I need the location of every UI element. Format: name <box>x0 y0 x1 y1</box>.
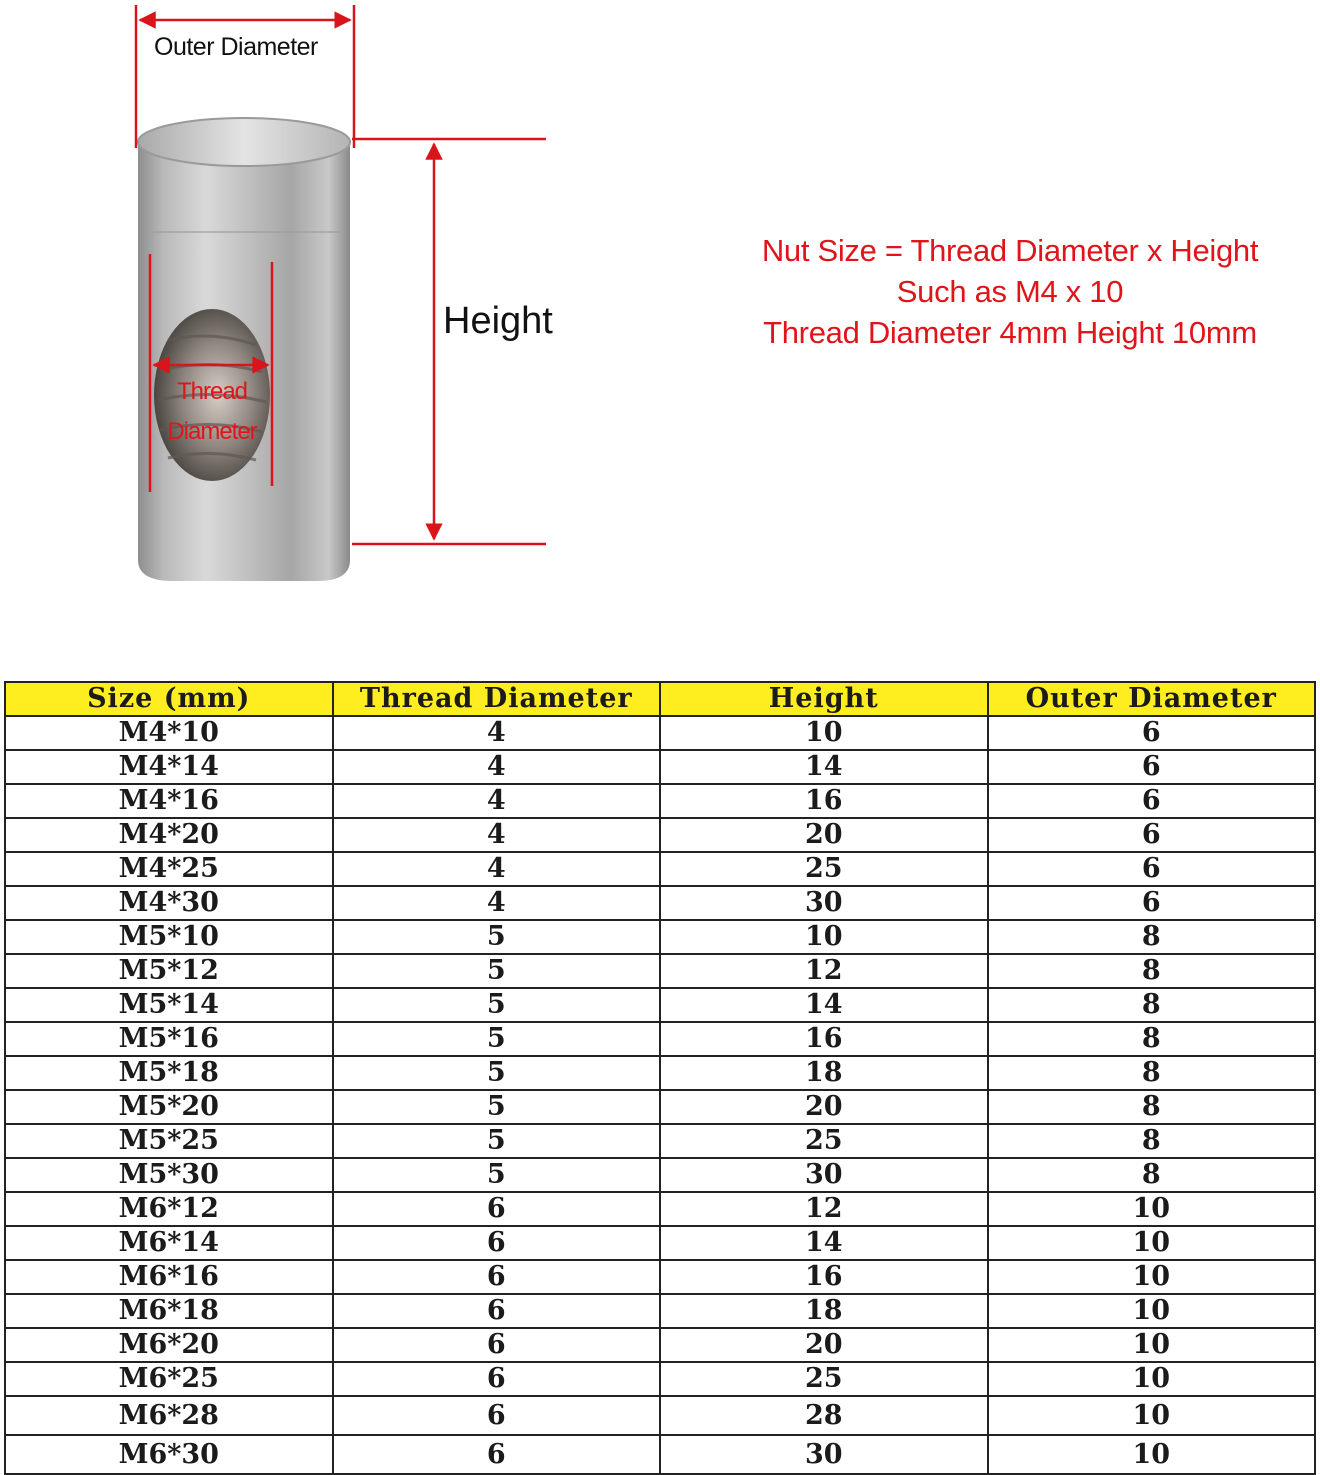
size-cell: M4*30 <box>5 886 333 920</box>
table-row <box>5 1294 1315 1328</box>
size-cell: M5*30 <box>5 1158 333 1192</box>
thread-diameter-cell: 5 <box>333 1090 661 1124</box>
column-header: Thread Diameter <box>333 682 661 716</box>
outer-diameter-cell: 10 <box>988 1328 1316 1362</box>
table-header-row <box>5 682 1315 716</box>
table-row <box>5 818 1315 852</box>
table-row <box>5 886 1315 920</box>
size-cell: M4*16 <box>5 784 333 818</box>
thread-diameter-cell: 5 <box>333 1124 661 1158</box>
outer-diameter-cell: 10 <box>988 1435 1316 1474</box>
height-cell: 14 <box>660 1226 988 1260</box>
outer-diameter-cell: 10 <box>988 1226 1316 1260</box>
height-cell: 30 <box>660 886 988 920</box>
outer-diameter-cell: 6 <box>988 852 1316 886</box>
table-row <box>5 1260 1315 1294</box>
thread-diameter-cell: 6 <box>333 1396 661 1435</box>
height-cell: 25 <box>660 1362 988 1396</box>
thread-diameter-cell: 5 <box>333 1056 661 1090</box>
formula-line-1: Nut Size = Thread Diameter x Height <box>761 233 1259 268</box>
size-cell: M5*25 <box>5 1124 333 1158</box>
table-header <box>5 682 1315 716</box>
table-row <box>5 954 1315 988</box>
thread-diameter-cell: 4 <box>333 852 661 886</box>
size-cell: M6*14 <box>5 1226 333 1260</box>
thread-diameter-cell: 4 <box>333 886 661 920</box>
outer-diameter-cell: 8 <box>988 1022 1316 1056</box>
height-cell: 25 <box>660 1124 988 1158</box>
thread-diameter-cell: 5 <box>333 1022 661 1056</box>
column-header: Outer Diameter <box>988 682 1316 716</box>
size-cell: M5*20 <box>5 1090 333 1124</box>
outer-diameter-cell: 8 <box>988 954 1316 988</box>
table-row <box>5 1396 1315 1435</box>
table-row <box>5 1328 1315 1362</box>
size-spec-table <box>4 681 1316 1475</box>
column-header: Height <box>660 682 988 716</box>
thread-diameter-cell: 4 <box>333 818 661 852</box>
height-cell: 16 <box>660 1022 988 1056</box>
formula-line-2: Such as M4 x 10 <box>896 274 1124 309</box>
outer-diameter-cell: 6 <box>988 716 1316 750</box>
table-body <box>5 716 1315 1474</box>
size-cell: M5*16 <box>5 1022 333 1056</box>
thread-diameter-cell: 6 <box>333 1328 661 1362</box>
size-cell: M4*14 <box>5 750 333 784</box>
table-row <box>5 1226 1315 1260</box>
thread-diameter-label <box>150 372 274 452</box>
thread-diameter-cell: 5 <box>333 988 661 1022</box>
height-cell: 16 <box>660 784 988 818</box>
thread-diameter-cell: 6 <box>333 1226 661 1260</box>
table-row <box>5 1056 1315 1090</box>
height-cell: 14 <box>660 750 988 784</box>
height-cell: 16 <box>660 1260 988 1294</box>
outer-diameter-cell: 6 <box>988 750 1316 784</box>
size-cell: M6*25 <box>5 1362 333 1396</box>
size-cell: M5*10 <box>5 920 333 954</box>
table-row <box>5 988 1315 1022</box>
thread-diameter-cell: 6 <box>333 1294 661 1328</box>
table-row <box>5 1022 1315 1056</box>
outer-diameter-cell: 10 <box>988 1192 1316 1226</box>
outer-diameter-cell: 8 <box>988 1056 1316 1090</box>
outer-diameter-cell: 8 <box>988 1124 1316 1158</box>
size-cell: M5*12 <box>5 954 333 988</box>
height-cell: 20 <box>660 1328 988 1362</box>
thread-diameter-cell: 4 <box>333 716 661 750</box>
table-row <box>5 716 1315 750</box>
nut-size-formula <box>700 230 1320 353</box>
height-cell: 10 <box>660 716 988 750</box>
table-row <box>5 1192 1315 1226</box>
height-cell: 12 <box>660 1192 988 1226</box>
height-cell: 18 <box>660 1294 988 1328</box>
size-cell: M4*20 <box>5 818 333 852</box>
thread-diameter-cell: 4 <box>333 750 661 784</box>
outer-diameter-cell: 6 <box>988 886 1316 920</box>
height-cell: 14 <box>660 988 988 1022</box>
formula-line-3: Thread Diameter 4mm Height 10mm <box>763 315 1257 350</box>
outer-diameter-cell: 8 <box>988 1158 1316 1192</box>
outer-diameter-cell: 10 <box>988 1260 1316 1294</box>
table-row <box>5 1435 1315 1474</box>
table-row <box>5 784 1315 818</box>
outer-diameter-cell: 10 <box>988 1294 1316 1328</box>
size-cell: M6*20 <box>5 1328 333 1362</box>
height-cell: 20 <box>660 1090 988 1124</box>
size-cell: M6*12 <box>5 1192 333 1226</box>
height-cell: 28 <box>660 1396 988 1435</box>
size-cell: M4*10 <box>5 716 333 750</box>
thread-diameter-cell: 6 <box>333 1435 661 1474</box>
column-header: Size (mm) <box>5 682 333 716</box>
table-row <box>5 920 1315 954</box>
thread-diameter-cell: 6 <box>333 1260 661 1294</box>
table-row <box>5 1158 1315 1192</box>
height-cell: 10 <box>660 920 988 954</box>
table-row <box>5 1124 1315 1158</box>
height-cell: 18 <box>660 1056 988 1090</box>
height-cell: 20 <box>660 818 988 852</box>
size-cell: M6*28 <box>5 1396 333 1435</box>
thread-diameter-cell: 5 <box>333 954 661 988</box>
height-cell: 30 <box>660 1435 988 1474</box>
outer-diameter-label: Outer Diameter <box>154 33 318 61</box>
height-cell: 30 <box>660 1158 988 1192</box>
thread-diameter-cell: 5 <box>333 920 661 954</box>
thread-diameter-cell: 4 <box>333 784 661 818</box>
size-cell: M5*14 <box>5 988 333 1022</box>
nut-diagram <box>0 0 1320 640</box>
height-label: Height <box>443 300 553 342</box>
table-row <box>5 750 1315 784</box>
table-row <box>5 1362 1315 1396</box>
outer-diameter-cell: 8 <box>988 920 1316 954</box>
size-cell: M6*18 <box>5 1294 333 1328</box>
outer-diameter-cell: 10 <box>988 1362 1316 1396</box>
outer-diameter-cell: 8 <box>988 988 1316 1022</box>
height-cell: 25 <box>660 852 988 886</box>
outer-diameter-cell: 6 <box>988 818 1316 852</box>
thread-label-line2: Diameter <box>167 418 257 445</box>
outer-diameter-cell: 8 <box>988 1090 1316 1124</box>
size-cell: M5*18 <box>5 1056 333 1090</box>
outer-diameter-cell: 10 <box>988 1396 1316 1435</box>
thread-diameter-cell: 5 <box>333 1158 661 1192</box>
height-cell: 12 <box>660 954 988 988</box>
thread-label-line1: Thread <box>176 378 248 405</box>
size-cell: M6*16 <box>5 1260 333 1294</box>
thread-diameter-cell: 6 <box>333 1362 661 1396</box>
thread-diameter-cell: 6 <box>333 1192 661 1226</box>
size-cell: M4*25 <box>5 852 333 886</box>
table-row <box>5 1090 1315 1124</box>
size-cell: M6*30 <box>5 1435 333 1474</box>
outer-diameter-cell: 6 <box>988 784 1316 818</box>
table-row <box>5 852 1315 886</box>
